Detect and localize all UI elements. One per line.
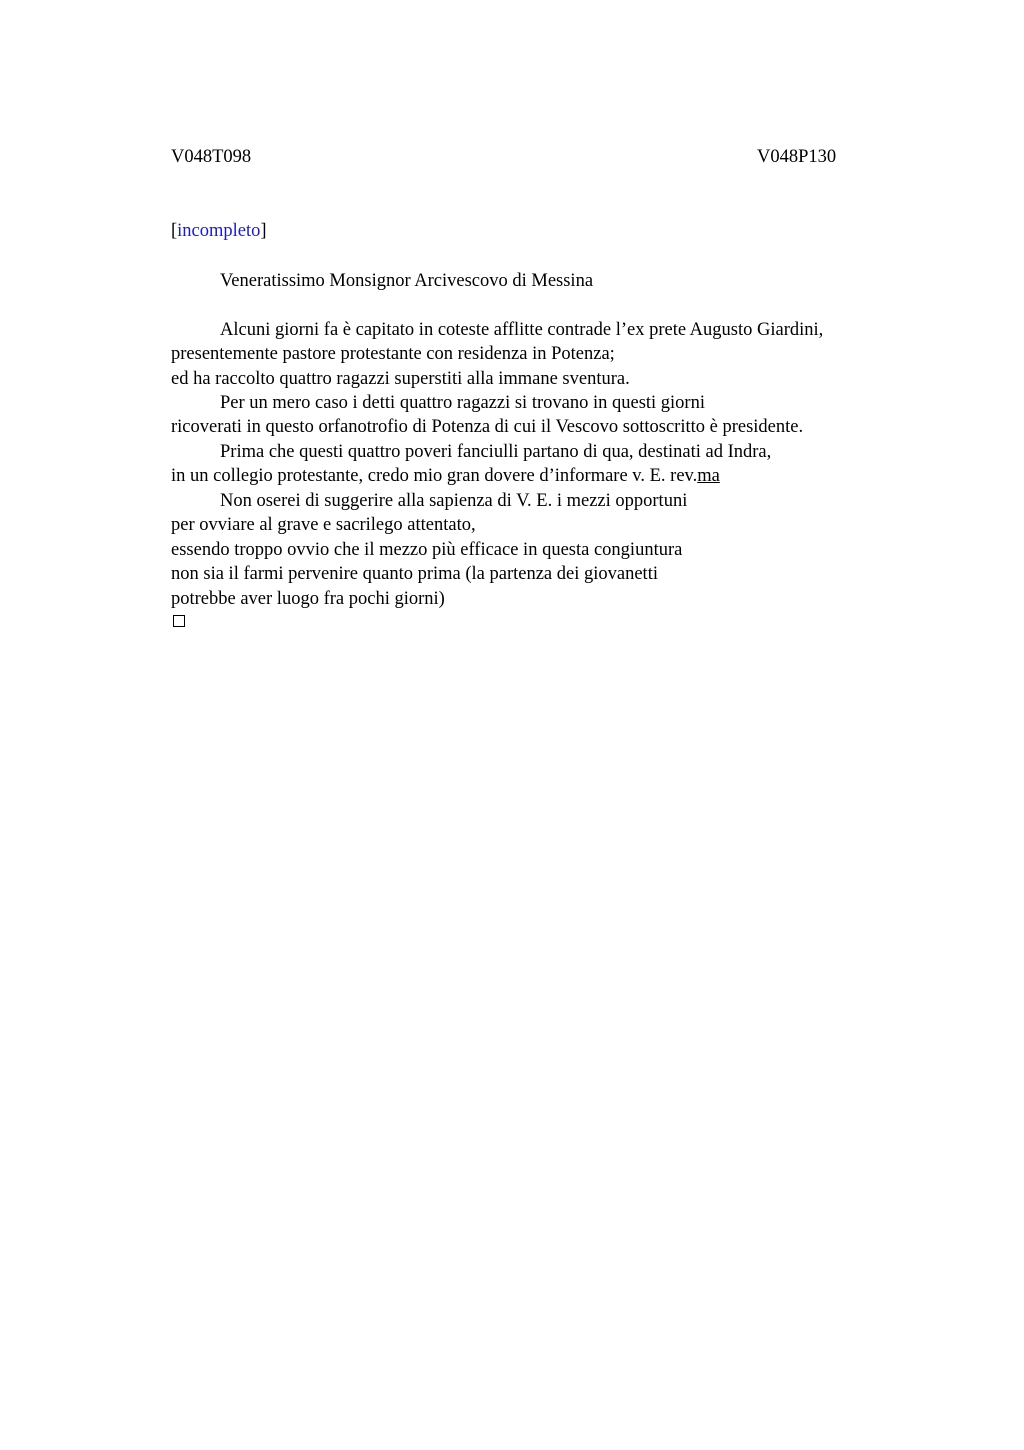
body-line: ed ha raccolto quattro ragazzi superstiti alla immane sventura. xyxy=(171,369,630,389)
body-line: Per un mero caso i detti quattro ragazzi si trovano in questi giorni xyxy=(220,393,705,413)
body-line: Non oserei di suggerire alla sapienza di V. E. i mezzi opportuni xyxy=(220,491,688,511)
empty-square-icon xyxy=(173,615,185,627)
underlined-abbreviation: ma xyxy=(697,466,720,486)
document-code-left: V048T098 xyxy=(171,147,252,167)
status-close-bracket: ] xyxy=(260,221,267,241)
body-line: Alcuni giorni fa è capitato in coteste afflitte contrade l’ex prete Augusto Giardini, xyxy=(220,320,824,340)
body-line: potrebbe aver luogo fra pochi giorni) xyxy=(171,589,445,609)
status-open-bracket: [ xyxy=(171,221,178,241)
document-code-right: V048P130 xyxy=(757,147,837,167)
body-line: non sia il farmi pervenire quanto prima (la partenza dei giovanetti xyxy=(171,564,658,584)
body-line-text: in un collegio protestante, credo mio gran dovere d’informare v. E. rev. xyxy=(171,466,698,486)
body-line: per ovviare al grave e sacrilego attentato, xyxy=(171,515,476,535)
body-line: presentemente pastore protestante con residenza in Potenza; xyxy=(171,344,615,364)
status-tag xyxy=(171,221,267,242)
body-line: ricoverati in questo orfanotrofio di Potenza di cui il Vescovo sottoscritto è presidente. xyxy=(171,417,804,437)
status-word: incompleto xyxy=(177,221,261,241)
salutation: Veneratissimo Monsignor Arcivescovo di Messina xyxy=(220,271,594,291)
body-line: Prima che questi quattro poveri fanciulli partano di qua, destinati ad Indra, xyxy=(220,442,772,462)
body-line: essendo troppo ovvio che il mezzo più efficace in questa congiuntura xyxy=(171,540,683,560)
body-line xyxy=(171,464,720,488)
